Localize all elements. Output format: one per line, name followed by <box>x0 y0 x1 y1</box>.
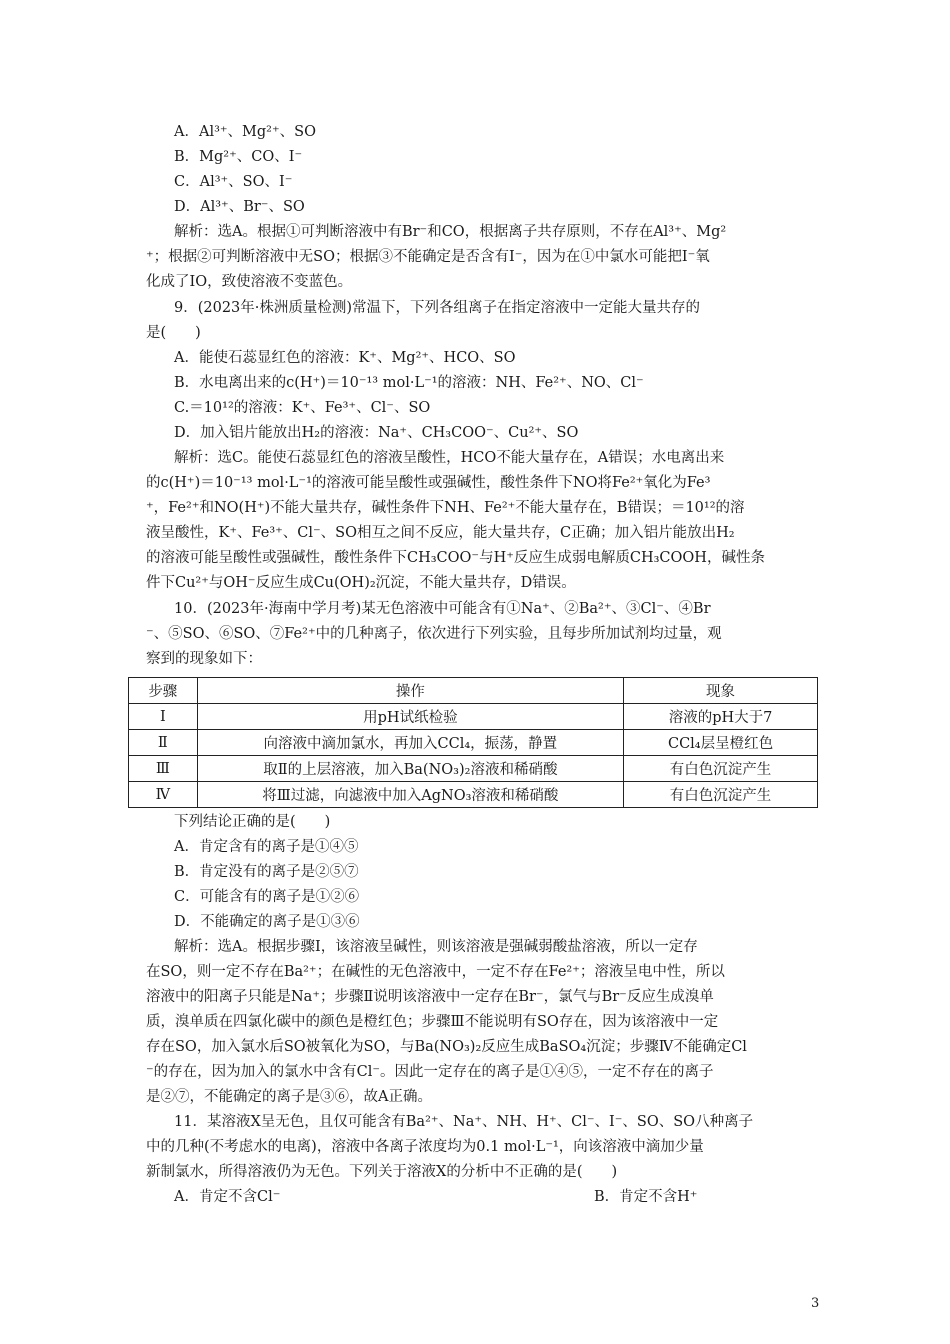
q8-option-a: A．Al³⁺、Mg²⁺、SO <box>174 124 316 140</box>
q10-option-b: B．肯定没有的离子是②⑤⑦ <box>174 864 359 880</box>
table-cell: 有白色沉淀产生 <box>624 756 818 782</box>
q9-stem-line: 9．(2023年·株洲质量检测)常温下，下列各组离子在指定溶液中一定能大量共存的 <box>174 300 701 316</box>
table-cell: CCl₄层呈橙红色 <box>624 730 818 756</box>
table-cell: 用pH试纸检验 <box>197 704 623 730</box>
table-row <box>129 756 818 782</box>
q9-analysis-line: 解析：选C。能使石蕊显红色的溶液呈酸性，HCO不能大量存在，A错误；水电离出来 <box>174 450 725 466</box>
q8-analysis-line: 化成了IO，致使溶液不变蓝色。 <box>146 274 353 290</box>
q10-question: 下列结论正确的是( ) <box>174 814 331 830</box>
page-number: 3 <box>811 1296 820 1311</box>
table-row <box>129 704 818 730</box>
q9-analysis-line: 液呈酸性，K⁺、Fe³⁺、Cl⁻、SO相互之间不反应，能大量共存，C正确；加入铝片能放出H₂ <box>146 525 735 541</box>
experiment-table <box>128 677 818 808</box>
q8-option-c: C．Al³⁺、SO、I⁻ <box>174 174 293 190</box>
table-header-cell: 步骤 <box>129 678 198 704</box>
q9-analysis-line: 的c(H⁺)＝10⁻¹³ mol·L⁻¹的溶液可能呈酸性或强碱性，酸性条件下NO将Fe²⁺氧化为Fe³ <box>146 475 711 491</box>
q10-analysis-line: 溶液中的阳离子只能是Na⁺；步骤Ⅱ说明该溶液中一定存在Br⁻，氯气与Br⁻反应生成溴单 <box>146 989 714 1005</box>
q10-analysis-line: 在SO，则一定不存在Ba²⁺；在碱性的无色溶液中，一定不存在Fe²⁺；溶液呈电中性，所以 <box>146 964 725 980</box>
q11-stem-line: 新制氯水，所得溶液仍为无色。下列关于溶液X的分析中不正确的是( ) <box>146 1164 618 1180</box>
q10-analysis-line: 解析：选A。根据步骤Ⅰ，该溶液呈碱性，则该溶液是强碱弱酸盐溶液，所以一定存 <box>174 939 698 955</box>
table-cell: Ⅰ <box>129 704 198 730</box>
table-row <box>129 782 818 808</box>
table-cell: 将Ⅲ过滤，向滤液中加入AgNO₃溶液和稀硝酸 <box>197 782 623 808</box>
q10-stem-line: ⁻、⑤SO、⑥SO、⑦Fe²⁺中的几种离子，依次进行下列实验，且每步所加试剂均过量，观 <box>146 626 722 642</box>
q9-option-d: D．加入铝片能放出H₂的溶液：Na⁺、CH₃COO⁻、Cu²⁺、SO <box>174 425 579 441</box>
q11-stem-line: 中的几种(不考虑水的电离)，溶液中各离子浓度均为0.1 mol·L⁻¹，向该溶液中滴加少量 <box>146 1139 704 1155</box>
q10-option-d: D．不能确定的离子是①③⑥ <box>174 914 360 930</box>
q8-option-d: D．Al³⁺、Br⁻、SO <box>174 199 305 215</box>
q8-analysis-line: 解析：选A。根据①可判断溶液中有Br⁻和CO，根据离子共存原则，不存在Al³⁺、Mg² <box>174 224 727 240</box>
table-cell: 向溶液中滴加氯水，再加入CCl₄，振荡，静置 <box>197 730 623 756</box>
q9-option-a: A．能使石蕊显红色的溶液：K⁺、Mg²⁺、HCO、SO <box>174 350 516 366</box>
table-cell: 有白色沉淀产生 <box>624 782 818 808</box>
q9-analysis-line: 件下Cu²⁺与OH⁻反应生成Cu(OH)₂沉淀，不能大量共存，D错误。 <box>146 575 576 591</box>
q8-option-b: B．Mg²⁺、CO、I⁻ <box>174 149 303 165</box>
q10-stem-line: 10．(2023年·海南中学月考)某无色溶液中可能含有①Na⁺、②Ba²⁺、③Cl⁻、④Br <box>174 601 711 617</box>
q8-analysis-line: ⁺；根据②可判断溶液中无SO；根据③不能确定是否含有I⁻，因为在①中氯水可能把I⁻氧 <box>146 249 710 265</box>
table-header-cell: 操作 <box>197 678 623 704</box>
q9-option-c: C.＝10¹²的溶液：K⁺、Fe³⁺、Cl⁻、SO <box>174 400 431 416</box>
q9-analysis-line: 的溶液可能呈酸性或强碱性，酸性条件下CH₃COO⁻与H⁺反应生成弱电解质CH₃COOH，碱性条 <box>146 550 765 566</box>
table-cell: Ⅱ <box>129 730 198 756</box>
q9-stem-line: 是( ) <box>146 325 201 341</box>
q11-option-b: B．肯定不含H⁺ <box>594 1189 698 1205</box>
q10-analysis-line: 是②⑦，不能确定的离子是③⑥，故A正确。 <box>146 1089 432 1105</box>
q10-option-c: C．可能含有的离子是①②⑥ <box>174 889 360 905</box>
table-cell: 溶液的pH大于7 <box>624 704 818 730</box>
q11-option-a: A．肯定不含Cl⁻ <box>174 1189 281 1205</box>
q10-analysis-line: 存在SO，加入氯水后SO被氧化为SO，与Ba(NO₃)₂反应生成BaSO₄沉淀；步骤Ⅳ不能确定Cl <box>146 1039 747 1055</box>
q10-option-a: A．肯定含有的离子是①④⑤ <box>174 839 359 855</box>
q10-stem-line: 察到的现象如下： <box>146 651 262 667</box>
table-header-row <box>129 678 818 704</box>
table-header-cell: 现象 <box>624 678 818 704</box>
q9-analysis-line: ⁺，Fe²⁺和NO(H⁺)不能大量共存，碱性条件下NH、Fe²⁺不能大量存在，B错误；＝10¹²的溶 <box>146 500 745 516</box>
q10-analysis-line: ⁻的存在，因为加入的氯水中含有Cl⁻。因此一定存在的离子是①④⑤，一定不存在的离子 <box>146 1064 714 1080</box>
table-row <box>129 730 818 756</box>
q9-option-b: B．水电离出来的c(H⁺)＝10⁻¹³ mol·L⁻¹的溶液：NH、Fe²⁺、NO、Cl⁻ <box>174 375 644 391</box>
table-cell: 取Ⅱ的上层溶液，加入Ba(NO₃)₂溶液和稀硝酸 <box>197 756 623 782</box>
q10-analysis-line: 质，溴单质在四氯化碳中的颜色是橙红色；步骤Ⅲ不能说明有SO存在，因为该溶液中一定 <box>146 1014 719 1030</box>
table-cell: Ⅳ <box>129 782 198 808</box>
table-cell: Ⅲ <box>129 756 198 782</box>
q11-stem-line: 11．某溶液X呈无色，且仅可能含有Ba²⁺、Na⁺、NH、H⁺、Cl⁻、I⁻、SO、SO八种离子 <box>174 1114 754 1130</box>
